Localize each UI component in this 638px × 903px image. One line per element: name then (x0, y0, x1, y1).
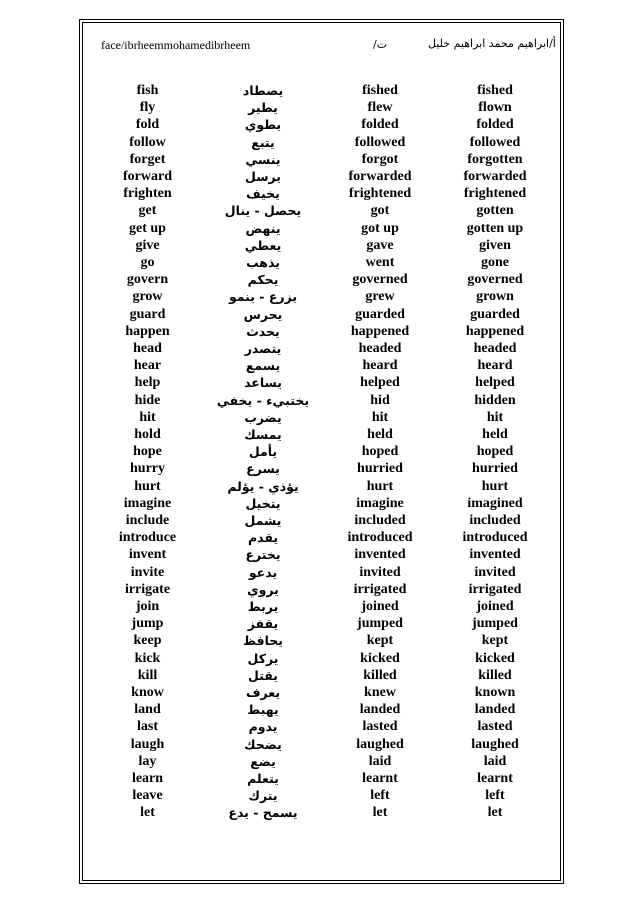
verb-base-form: guard (129, 306, 166, 322)
verb-past-participle: imagined (467, 495, 523, 511)
verb-base-form: fold (135, 117, 160, 133)
verb-past-participle: hoped (476, 444, 514, 460)
verb-arabic-meaning: يترك (248, 788, 278, 804)
verb-past-participle: kept (481, 633, 509, 649)
verb-past-participle: let (487, 805, 503, 821)
verb-base-form: land (134, 702, 161, 718)
verb-past-simple: fished (362, 83, 398, 98)
verb-past-simple: held (367, 427, 393, 442)
table-row (100, 478, 550, 495)
table-row (100, 598, 550, 615)
verb-past-participle: gone (481, 255, 509, 270)
table-row (100, 202, 550, 219)
verb-past-participle: folded (476, 117, 514, 133)
table-row (100, 82, 550, 99)
verb-arabic-meaning: يتعلم (247, 771, 279, 786)
table-row (100, 185, 550, 202)
verb-arabic-meaning: يهبط (247, 702, 279, 718)
verb-past-simple: jumped (357, 616, 403, 632)
table-row (100, 753, 550, 770)
verb-arabic-meaning: يروي (247, 581, 279, 597)
verb-arabic-meaning: يؤذي - يؤلم (227, 478, 299, 494)
verb-base-form: go (140, 255, 155, 270)
verb-past-simple: let (372, 805, 388, 821)
verb-past-participle: hit (486, 409, 504, 425)
table-row (100, 271, 550, 288)
verb-base-form: fly (139, 100, 156, 116)
verb-past-participle: followed (469, 134, 521, 150)
verb-past-participle: flown (478, 100, 512, 116)
verb-past-participle: hurried (472, 461, 518, 477)
verb-arabic-meaning: يحكم (247, 272, 279, 288)
verb-past-participle: forwarded (463, 169, 527, 184)
verb-past-simple: got up (361, 220, 399, 236)
verb-base-form: kick (134, 650, 161, 666)
verb-arabic-meaning: يساعد (244, 375, 282, 391)
verb-base-form: include (125, 513, 170, 528)
verb-base-form: hope (133, 444, 162, 460)
verb-past-simple: irrigated (353, 581, 407, 597)
verb-base-form: hear (133, 358, 162, 374)
verb-past-simple: got (370, 203, 390, 219)
verb-arabic-meaning: يضع (250, 753, 276, 769)
table-row (100, 684, 550, 701)
table-row (100, 409, 550, 426)
verb-past-participle: fished (477, 83, 513, 98)
verb-arabic-meaning: يتخيل (245, 495, 281, 511)
verb-base-form: let (140, 805, 155, 821)
table-row (100, 443, 550, 460)
verb-past-participle: learnt (477, 771, 513, 786)
verb-arabic-meaning: يضحك (244, 736, 282, 752)
verb-arabic-meaning: يقدم (247, 530, 279, 546)
verb-past-participle: kicked (475, 650, 515, 666)
verb-past-simple: learnt (362, 771, 398, 786)
verb-arabic-meaning: يخيف (246, 186, 280, 202)
verb-past-participle: introduced (462, 530, 528, 546)
verb-arabic-meaning: يحافظ (243, 633, 283, 649)
table-row (100, 392, 550, 409)
verb-base-form: hurt (134, 478, 161, 494)
header-author-name: أ/ابراهيم محمد ابراهيم خليل (428, 37, 556, 50)
table-row (100, 306, 550, 323)
verb-past-simple: forwarded (348, 169, 412, 184)
verb-past-simple: heard (362, 358, 398, 374)
table-row (100, 254, 550, 271)
verb-base-form: know (131, 685, 164, 700)
verb-past-simple: included (354, 513, 406, 528)
verb-past-participle: left (485, 788, 505, 804)
verb-past-participle: killed (478, 667, 512, 683)
verb-past-participle: gotten (476, 203, 514, 219)
verb-arabic-meaning: ينسي (245, 151, 281, 167)
verb-arabic-meaning: يحصل - ينال (224, 203, 302, 219)
verb-base-form: grow (132, 289, 163, 305)
verb-past-participle: governed (467, 272, 523, 288)
verb-past-participle: headed (473, 341, 517, 356)
table-row (100, 615, 550, 632)
verb-base-form: learn (131, 771, 164, 786)
verb-past-simple: landed (359, 702, 401, 718)
verb-base-form: forget (129, 151, 166, 167)
verb-past-simple: invited (359, 564, 401, 580)
table-row (100, 426, 550, 443)
verb-base-form: frighten (123, 186, 172, 202)
verb-past-participle: invented (469, 547, 521, 563)
verb-past-simple: gave (366, 237, 394, 253)
verb-past-participle: grown (476, 289, 514, 305)
table-row (100, 220, 550, 237)
verb-base-form: head (133, 341, 162, 356)
verb-past-simple: kicked (360, 650, 400, 666)
verb-past-simple: hurt (366, 478, 394, 494)
verb-base-form: introduce (118, 530, 177, 546)
verb-past-simple: followed (354, 134, 406, 150)
table-row (100, 736, 550, 753)
table-row (100, 288, 550, 305)
verb-arabic-meaning: يسمع (245, 358, 281, 374)
verb-base-form: help (134, 375, 161, 391)
verb-base-form: forward (123, 169, 172, 184)
verb-past-simple: lasted (362, 719, 398, 735)
verb-arabic-meaning: يطوي (244, 117, 282, 133)
verb-past-participle: known (474, 685, 516, 700)
verb-arabic-meaning: يعطي (244, 237, 282, 253)
verb-base-form: fish (136, 83, 159, 98)
verb-past-simple: went (365, 255, 395, 270)
verb-base-form: follow (129, 134, 166, 150)
verb-past-simple: introduced (347, 530, 413, 546)
verb-past-participle: jumped (472, 616, 518, 632)
verb-base-form: last (137, 719, 158, 735)
verb-past-simple: hid (370, 392, 390, 408)
verb-arabic-meaning: يطير (248, 100, 278, 116)
table-row (100, 168, 550, 185)
table-row (100, 99, 550, 116)
verb-past-participle: helped (475, 375, 515, 391)
verb-past-simple: joined (361, 599, 399, 614)
table-row (100, 787, 550, 804)
verb-base-form: irrigate (124, 581, 171, 597)
table-row (100, 323, 550, 340)
verb-past-participle: joined (476, 599, 514, 614)
verb-past-simple: flew (367, 100, 393, 116)
verb-past-participle: happened (465, 323, 525, 339)
table-row (100, 650, 550, 667)
verb-arabic-meaning: يركل (247, 650, 279, 666)
verb-arabic-meaning: يمسك (244, 427, 282, 442)
table-row (100, 460, 550, 477)
verb-arabic-meaning: يزرع - ينمو (228, 289, 298, 305)
verb-past-participle: laughed (471, 736, 519, 752)
verb-arabic-meaning: يعرف (245, 685, 281, 700)
verb-arabic-meaning: يدعو (248, 564, 278, 580)
verb-past-participle: landed (474, 702, 516, 718)
table-row (100, 529, 550, 546)
verb-arabic-meaning: يقتل (248, 667, 278, 683)
verb-past-participle: invited (474, 564, 516, 580)
verb-base-form: laugh (130, 736, 165, 752)
verb-past-simple: helped (360, 375, 400, 391)
verb-arabic-meaning: يحدث (246, 323, 280, 339)
verb-past-participle: included (469, 513, 521, 528)
verb-base-form: get (138, 203, 157, 219)
verb-past-participle: hurt (481, 478, 509, 494)
table-row (100, 564, 550, 581)
verb-past-simple: frightened (348, 186, 412, 202)
verb-arabic-meaning: يختبيء - يخفي (216, 392, 310, 408)
table-row (100, 701, 550, 718)
verb-base-form: happen (125, 323, 170, 339)
verb-base-form: hit (139, 409, 156, 425)
verb-base-form: imagine (123, 495, 172, 511)
table-row (100, 237, 550, 254)
verb-past-simple: laid (368, 753, 392, 769)
verb-arabic-meaning: يتصدر (244, 341, 282, 356)
verb-base-form: govern (126, 272, 169, 288)
verb-base-form: leave (132, 788, 163, 804)
verb-arabic-meaning: يحرس (243, 306, 283, 322)
table-row (100, 495, 550, 512)
table-row (100, 374, 550, 391)
verb-past-simple: invented (354, 547, 406, 563)
table-row (100, 804, 550, 821)
verb-past-participle: held (482, 427, 508, 442)
verb-past-participle: hidden (474, 392, 516, 408)
header-facebook-handle: face/ibrheemmohamedibrheem (101, 38, 251, 52)
table-row (100, 581, 550, 598)
table-row (100, 770, 550, 787)
verb-base-form: jump (131, 616, 164, 632)
verb-arabic-meaning: يسمح - يدع (228, 805, 298, 821)
verb-past-simple: kept (366, 633, 394, 649)
verb-base-form: lay (138, 753, 157, 769)
verb-past-simple: hit (371, 409, 389, 425)
table-row (100, 340, 550, 357)
verb-base-form: keep (133, 633, 162, 649)
verb-past-simple: laughed (356, 736, 404, 752)
verb-arabic-meaning: يرسل (245, 169, 281, 184)
verb-past-participle: irrigated (468, 581, 522, 597)
verb-arabic-meaning: يضرب (244, 409, 282, 425)
verb-base-form: invite (130, 564, 165, 580)
verb-past-participle: laid (483, 753, 507, 769)
verb-past-simple: governed (352, 272, 408, 288)
verb-base-form: get up (129, 220, 166, 236)
verb-base-form: give (135, 237, 160, 253)
verb-base-form: kill (137, 667, 158, 683)
verb-arabic-meaning: ينهض (245, 220, 281, 236)
verb-base-form: hurry (130, 461, 165, 477)
verb-base-form: hide (134, 392, 161, 408)
verb-base-form: hold (134, 427, 161, 442)
verb-past-simple: left (370, 788, 390, 804)
verb-past-simple: headed (358, 341, 402, 356)
verb-past-simple: killed (363, 667, 397, 683)
verb-past-participle: given (479, 237, 511, 253)
verb-arabic-meaning: يقفز (247, 616, 279, 632)
verb-arabic-meaning: يخترع (245, 547, 281, 563)
table-row (100, 718, 550, 735)
verb-base-form: join (135, 599, 160, 614)
verb-past-participle: gotten up (466, 220, 524, 236)
table-row (100, 512, 550, 529)
table-row (100, 151, 550, 168)
verb-past-participle: guarded (470, 306, 520, 322)
table-row (100, 116, 550, 133)
verb-base-form: invent (128, 547, 167, 563)
table-row (100, 632, 550, 649)
verb-past-simple: happened (350, 323, 410, 339)
verb-past-simple: forgot (361, 151, 399, 167)
verb-past-participle: lasted (477, 719, 513, 735)
table-row (100, 667, 550, 684)
verb-past-simple: imagine (356, 495, 404, 511)
table-row (100, 546, 550, 563)
verb-past-simple: hurried (357, 461, 403, 477)
verb-past-simple: grew (365, 289, 395, 305)
verb-past-simple: folded (361, 117, 399, 133)
verb-past-participle: forgotten (467, 151, 523, 167)
verb-past-simple: guarded (355, 306, 405, 322)
verb-arabic-meaning: يشمل (244, 513, 282, 528)
verb-arabic-meaning: يربط (247, 599, 279, 614)
verb-arabic-meaning: يأمل (248, 444, 278, 460)
header-phone-label: ت/ (373, 38, 388, 51)
verb-past-simple: hoped (361, 444, 399, 460)
verb-past-simple: knew (364, 685, 396, 700)
verb-arabic-meaning: يصطاد (242, 83, 284, 98)
verb-arabic-meaning: يتبع (251, 134, 275, 150)
verb-arabic-meaning: يذهب (246, 255, 280, 270)
verb-arabic-meaning: يسرع (246, 461, 280, 477)
verb-past-participle: frightened (463, 186, 527, 202)
table-row (100, 134, 550, 151)
table-row (100, 357, 550, 374)
verb-past-participle: heard (477, 358, 513, 374)
verb-arabic-meaning: يدوم (248, 719, 278, 735)
